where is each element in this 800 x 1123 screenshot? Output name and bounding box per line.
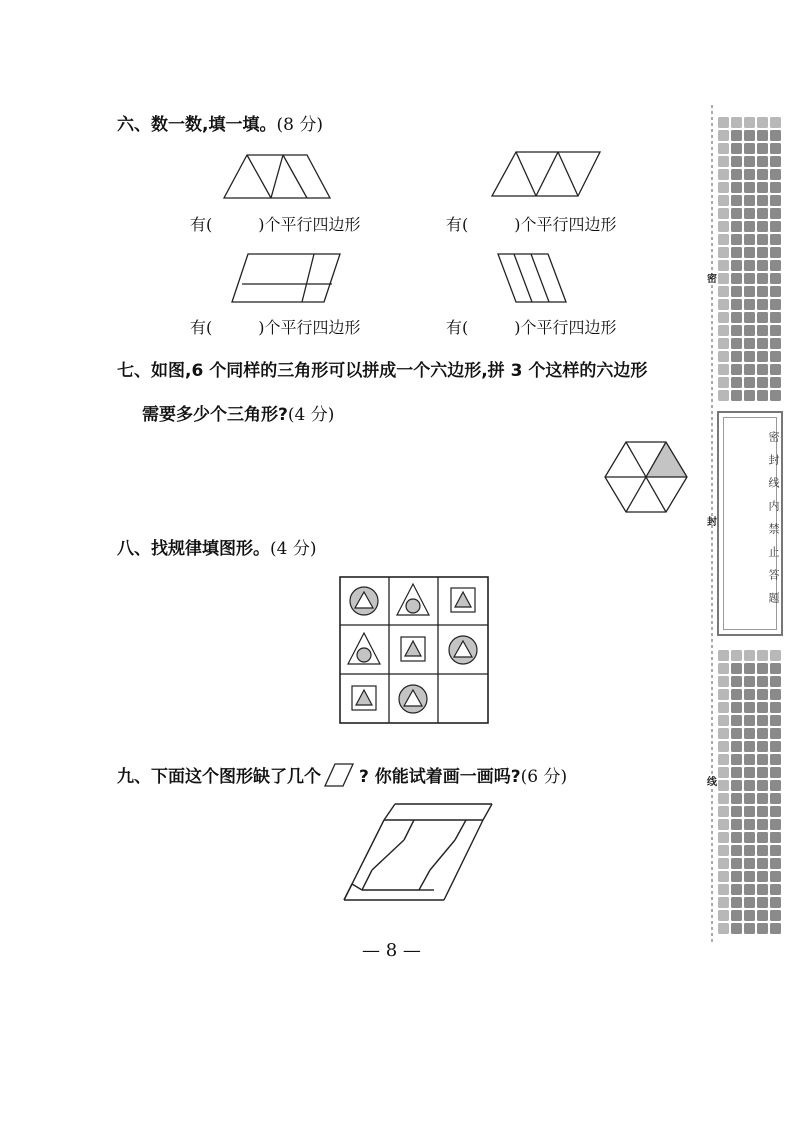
grid-square [731,715,742,726]
grid-square [757,858,768,869]
grid-square [757,377,768,388]
grid-square [744,312,755,323]
grid-square [757,312,768,323]
grid-square [718,377,729,388]
grid-square [731,273,742,284]
grid-square [770,325,781,336]
grid-square [731,806,742,817]
grid-square [718,832,729,843]
grid-square [744,650,755,661]
grid-square [770,247,781,258]
q9-title: 九、下面这个图形缺了几个 ? 你能试着画一画吗?(6 分) [117,762,567,788]
grid-square [757,273,768,284]
grid-square [757,650,768,661]
grid-square [731,676,742,687]
grid-square [744,871,755,882]
grid-square [770,221,781,232]
grid-square [718,910,729,921]
grid-square [718,858,729,869]
grid-square [744,208,755,219]
grid-square [731,650,742,661]
grid-square [718,715,729,726]
grid-square [770,130,781,141]
grid-square [757,871,768,882]
grid-square [770,234,781,245]
grid-square [770,286,781,297]
grid-square [770,143,781,154]
hexagon-figure [600,437,692,517]
grid-square [731,156,742,167]
grid-square [731,910,742,921]
grid-square [731,377,742,388]
grid-square [744,390,755,401]
grid-square [718,364,729,375]
grid-square [718,741,729,752]
grid-square [731,208,742,219]
grid-square [744,780,755,791]
grid-square [731,351,742,362]
grid-square [770,299,781,310]
grid-square [718,845,729,856]
grid-square [744,156,755,167]
grid-square [718,338,729,349]
grid-square [718,663,729,674]
grid-square [757,741,768,752]
grid-square [757,793,768,804]
grid-square [718,689,729,700]
cell-3-1 [352,686,376,710]
grid-square [731,728,742,739]
grid-square [744,897,755,908]
q8-title: 八、找规律填图形。(4 分) [117,539,317,559]
grid-square [770,741,781,752]
grid-square [770,117,781,128]
grid-square [757,897,768,908]
q6-caption-2: 有( )个平行四边形 [446,215,617,234]
grid-square [757,910,768,921]
grid-square [744,364,755,375]
grid-square [757,676,768,687]
grid-square [731,390,742,401]
q6-figure-4 [494,250,574,308]
grid-square [770,871,781,882]
grid-square [731,143,742,154]
grid-square [757,728,768,739]
grid-square [770,910,781,921]
cell-2-1 [348,633,380,664]
grid-square [757,884,768,895]
grid-square [770,715,781,726]
grid-square [757,832,768,843]
grid-square [770,273,781,284]
grid-square [770,260,781,271]
grid-square [770,806,781,817]
grid-square [744,234,755,245]
grid-square [744,130,755,141]
grid-square [731,689,742,700]
q6-figure-1 [220,150,335,205]
grid-square [731,845,742,856]
grid-square [757,156,768,167]
grid-square [770,780,781,791]
grid-square [744,793,755,804]
grid-square [770,858,781,869]
grid-square [757,754,768,765]
grid-square [718,286,729,297]
grid-square [744,143,755,154]
grid-square [718,793,729,804]
grid-square [731,663,742,674]
grid-square [744,715,755,726]
grid-square [718,390,729,401]
grid-square [731,780,742,791]
grid-square [718,650,729,661]
grid-square [770,351,781,362]
grid-square [718,754,729,765]
grid-square [744,819,755,830]
grid-square [770,338,781,349]
grid-square [744,182,755,193]
grid-square [770,156,781,167]
grid-square [770,676,781,687]
grid-square [731,754,742,765]
grid-square [718,780,729,791]
grid-square [718,676,729,687]
grid-square [757,221,768,232]
grid-square [731,819,742,830]
grid-square [770,312,781,323]
cell-1-2 [397,584,429,615]
cell-3-3-empty[interactable] [439,675,487,722]
grid-square [744,221,755,232]
q6-caption-1: 有( )个平行四边形 [190,215,361,234]
grid-square [757,325,768,336]
grid-square [718,117,729,128]
grid-square [744,806,755,817]
grid-square [731,234,742,245]
grid-square [757,390,768,401]
grid-square [744,754,755,765]
grid-square [757,208,768,219]
grid-square [731,741,742,752]
grid-square [731,325,742,336]
grid-square [744,845,755,856]
grid-square [718,351,729,362]
q6-caption-4: 有( )个平行四边形 [446,318,617,337]
grid-square [757,806,768,817]
grid-square [770,793,781,804]
grid-square [770,884,781,895]
grid-square [757,143,768,154]
grid-square [770,182,781,193]
grid-square [718,273,729,284]
grid-square [770,650,781,661]
grid-square [731,286,742,297]
grid-square [718,884,729,895]
grid-square [731,130,742,141]
grid-square [731,117,742,128]
grid-square [757,130,768,141]
grid-square [770,208,781,219]
grid-square [718,702,729,713]
grid-square [744,169,755,180]
grid-square [718,234,729,245]
grid-square [757,780,768,791]
grid-square [744,273,755,284]
grid-square [770,728,781,739]
grid-square [731,364,742,375]
grid-square [744,247,755,258]
grid-square [757,234,768,245]
grid-square [744,910,755,921]
seal-mark-bottom: 线 [707,777,717,788]
missing-parallelogram-figure [340,800,500,910]
grid-square [731,767,742,778]
cell-2-2 [401,637,425,661]
q7-title-cont: 需要多少个三角形?(4 分) [142,405,335,425]
cell-1-1 [350,587,378,615]
grid-square [718,169,729,180]
grid-square [731,195,742,206]
grid-square [731,182,742,193]
grid-square [757,169,768,180]
grid-square [718,819,729,830]
grid-square [757,247,768,258]
grid-square [731,221,742,232]
grid-square [731,312,742,323]
grid-square [770,377,781,388]
grid-square [770,364,781,375]
cell-3-2 [399,685,427,713]
grid-square [744,325,755,336]
q6-figure-3 [228,250,348,308]
grid-square [718,871,729,882]
grid-square [744,260,755,271]
grid-square [744,299,755,310]
grid-square [770,923,781,934]
grid-square [757,195,768,206]
grid-square [731,260,742,271]
grid-square [718,260,729,271]
grid-square [757,351,768,362]
grid-square [770,390,781,401]
grid-square [757,182,768,193]
page-number: — 8 — [362,940,421,961]
grid-square [757,364,768,375]
grid-square [731,793,742,804]
grid-square [718,312,729,323]
grid-square [757,689,768,700]
grid-square [718,208,729,219]
grid-square [770,832,781,843]
grid-square [757,663,768,674]
grid-square [744,858,755,869]
grid-square [744,689,755,700]
grid-square [718,247,729,258]
grid-square [731,338,742,349]
grid-square [718,143,729,154]
grid-square [757,767,768,778]
grid-square [718,897,729,908]
grid-square [744,741,755,752]
grid-square [744,338,755,349]
grid-square [757,845,768,856]
grid-square [744,767,755,778]
grid-square [731,247,742,258]
grid-square [718,156,729,167]
grid-square [770,702,781,713]
grid-square [770,195,781,206]
seal-mark-mid: 封 [707,517,717,528]
q6-caption-3: 有( )个平行四边形 [190,318,361,337]
grid-square [744,676,755,687]
grid-square [744,377,755,388]
grid-square [757,702,768,713]
grid-square [744,702,755,713]
grid-square [718,182,729,193]
grid-square [744,832,755,843]
grid-square [770,754,781,765]
grid-square [744,351,755,362]
grid-square [718,130,729,141]
parallelogram-icon [323,762,355,788]
grid-square [718,195,729,206]
grid-square [731,871,742,882]
grid-square [731,858,742,869]
grid-square [757,260,768,271]
grid-square [731,702,742,713]
notice-text: 密封线内禁止答题 [767,431,780,615]
grid-square [718,767,729,778]
no-answer-notice-box [717,411,783,636]
grid-square [744,286,755,297]
grid-square [757,819,768,830]
grid-square [744,884,755,895]
grid-square [770,845,781,856]
grid-square [718,221,729,232]
grid-square [744,923,755,934]
pattern-grid [338,575,490,725]
grid-square [744,728,755,739]
grid-square [770,767,781,778]
grid-square [731,923,742,934]
grid-square [731,884,742,895]
grid-square [757,715,768,726]
grid-square [731,897,742,908]
grid-square [718,728,729,739]
grid-square [770,689,781,700]
grid-square [770,819,781,830]
grid-square [731,169,742,180]
grid-square [744,663,755,674]
grid-square [770,897,781,908]
grid-square [757,338,768,349]
grid-square [731,299,742,310]
grid-square [718,806,729,817]
seal-mark-top: 密 [707,274,717,285]
q6-figure-2 [488,148,608,203]
grid-square [757,299,768,310]
grid-square [718,299,729,310]
q7-title: 七、如图,6 个同样的三角形可以拼成一个六边形,拼 3 个这样的六边形 [117,361,648,381]
cell-1-3 [451,588,475,612]
grid-square [770,663,781,674]
cell-2-3 [449,636,477,664]
grid-square [744,117,755,128]
grid-square [744,195,755,206]
grid-square [718,923,729,934]
grid-square [718,325,729,336]
grid-square [757,923,768,934]
q6-title: 六、数一数,填一填。(8 分) [117,115,323,135]
grid-square [757,117,768,128]
grid-square [757,286,768,297]
grid-square [770,169,781,180]
grid-square [731,832,742,843]
